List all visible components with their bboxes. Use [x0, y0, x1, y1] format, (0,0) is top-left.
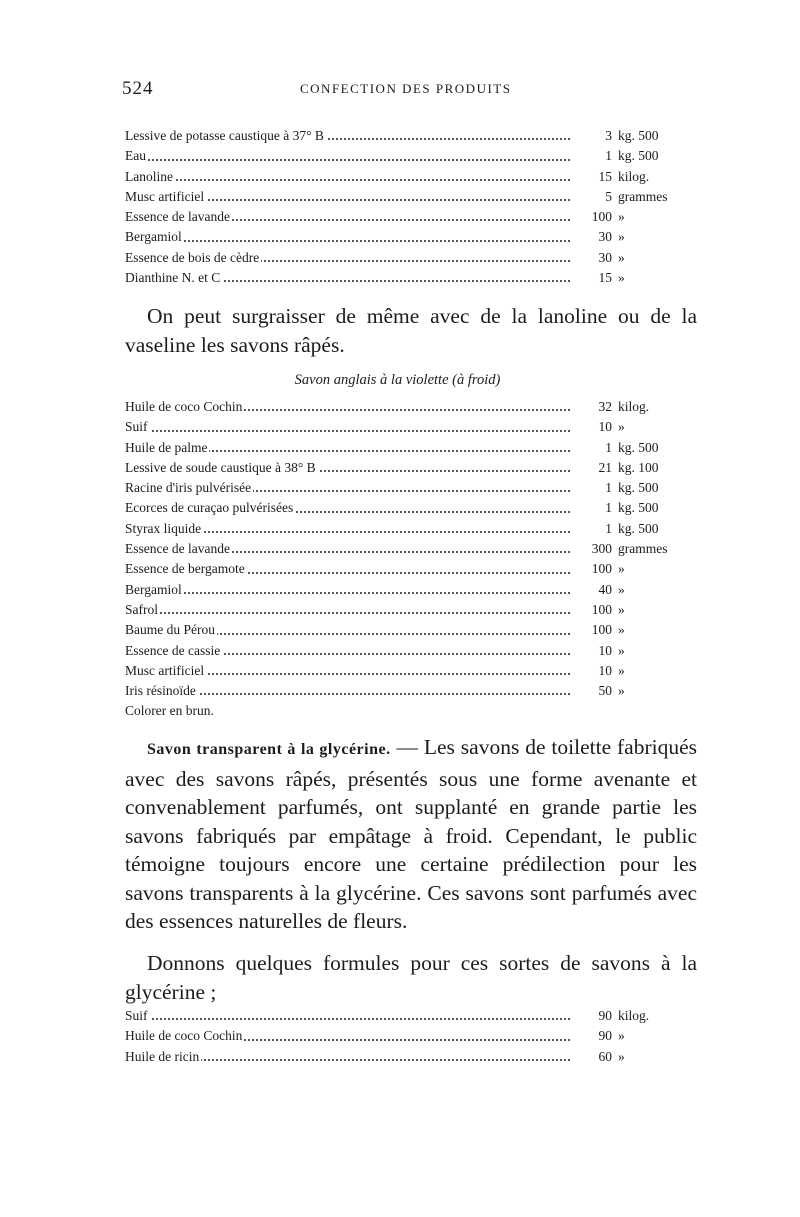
- ingredient-name: Eau: [125, 148, 146, 164]
- body-paragraph: On peut surgraisser de même avec de la lanoline ou de la vaseline les savons râpés.: [125, 304, 697, 357]
- ingredient-quantity: 1: [605, 439, 612, 455]
- formula-row: [125, 478, 670, 498]
- ingredient-name: Ecorces de curaçao pulvérisées: [125, 500, 294, 516]
- ingredient-quantity: 32: [598, 399, 612, 414]
- ingredient-name: Bergamiol: [125, 229, 182, 245]
- ingredient-unit: »: [618, 561, 625, 577]
- formula-row: [125, 438, 670, 458]
- formula-row: [125, 661, 670, 681]
- formula-row: [125, 498, 670, 518]
- ingredient-unit: »: [618, 270, 625, 286]
- ingredient-quantity: 5: [605, 188, 612, 204]
- ingredient-unit: kg. 500: [618, 520, 659, 536]
- formula-row: [125, 580, 670, 600]
- formula-row: [125, 519, 670, 539]
- formula-note-row: [125, 701, 670, 721]
- ingredient-unit: grammes: [618, 541, 668, 557]
- formula-table-2: [125, 397, 670, 722]
- ingredient-unit: kilog.: [618, 168, 650, 184]
- ingredient-name: Iris résinoïde: [125, 683, 196, 699]
- ingredient-name: Racine d'iris pulvérisée: [125, 480, 252, 496]
- ingredient-name: Suif: [125, 419, 148, 435]
- formula-row: [125, 268, 670, 288]
- ingredient-name: Suif: [125, 1008, 148, 1023]
- ingredient-name: Lanoline: [125, 168, 173, 184]
- formula-row: [125, 146, 670, 166]
- section-paragraph: [125, 733, 697, 936]
- formula-row: [125, 458, 670, 478]
- formula-table-3: [125, 1006, 670, 1067]
- ingredient-name: Bergamiol: [125, 581, 182, 597]
- ingredient-unit: »: [618, 209, 625, 225]
- ingredient-unit: »: [618, 229, 625, 245]
- header-title: CONFECTION DES PRODUITS: [300, 81, 512, 96]
- ingredient-quantity: 40: [598, 581, 612, 597]
- ingredient-unit: »: [618, 622, 625, 638]
- ingredient-name: Baume du Pérou: [125, 622, 215, 638]
- ingredient-name: Huile de coco Cochin: [125, 1028, 243, 1044]
- ingredient-quantity: 3: [605, 128, 612, 143]
- ingredient-unit: kg. 500: [618, 148, 659, 164]
- ingredient-quantity: 50: [598, 683, 612, 699]
- page-number: 524: [122, 78, 154, 99]
- formula-row: [125, 641, 670, 661]
- recipe-subheading: Savon anglais à la violette (à froid): [294, 372, 501, 388]
- formula-table-1: [125, 126, 670, 288]
- formula-row: [125, 559, 670, 579]
- ingredient-quantity: 300: [591, 541, 612, 557]
- ingredient-unit: »: [618, 1028, 625, 1044]
- ingredient-quantity: 15: [598, 168, 612, 184]
- ingredient-name: Musc artificiel: [125, 188, 205, 204]
- ingredient-quantity: 100: [591, 622, 612, 638]
- ingredient-name: Essence de lavande: [125, 209, 230, 225]
- ingredient-quantity: 15: [598, 270, 612, 286]
- ingredient-unit: »: [618, 581, 625, 597]
- ingredient-unit: grammes: [618, 188, 668, 204]
- formula-row: [125, 539, 670, 559]
- body-paragraph: Donnons quelques formules pour ces sortes de savons à la glycérine ;: [125, 951, 697, 1004]
- ingredient-quantity: 30: [598, 229, 612, 245]
- ingredient-quantity: 90: [598, 1028, 612, 1044]
- formula-row: [125, 187, 670, 207]
- ingredient-quantity: 100: [591, 601, 612, 617]
- ingredient-quantity: 100: [591, 561, 612, 577]
- formula-row: [125, 681, 670, 701]
- ingredient-unit: »: [618, 419, 625, 435]
- ingredient-name: Dianthine N. et C: [125, 270, 221, 286]
- ingredient-name: Essence de bois de cèdre: [125, 249, 260, 265]
- formula-row: [125, 248, 670, 268]
- ingredient-unit: »: [618, 642, 625, 658]
- ingredient-name: Lessive de potasse caustique à 37° B: [125, 128, 324, 143]
- formula-row: [125, 397, 670, 417]
- ingredient-quantity: 30: [598, 249, 612, 265]
- formula-row: [125, 620, 670, 640]
- ingredient-unit: »: [618, 1048, 625, 1064]
- ingredient-quantity: 100: [591, 209, 612, 225]
- formula-note: Colorer en brun.: [125, 703, 214, 719]
- ingredient-unit: kg. 500: [618, 128, 659, 143]
- ingredient-name: Essence de bergamote: [125, 561, 245, 577]
- ingredient-quantity: 1: [605, 148, 612, 164]
- ingredient-unit: kilog.: [618, 399, 650, 414]
- ingredient-unit: »: [618, 683, 625, 699]
- ingredient-name: Musc artificiel: [125, 662, 205, 678]
- ingredient-unit: kg. 500: [618, 439, 659, 455]
- formula-row: [125, 126, 670, 146]
- ingredient-quantity: 21: [598, 459, 612, 475]
- formula-row: [125, 1006, 670, 1026]
- formula-row: [125, 1026, 670, 1046]
- ingredient-name: Huile de ricin: [125, 1048, 200, 1064]
- ingredient-name: Huile de coco Cochin: [125, 399, 243, 414]
- section-heading: Savon transparent à la glycérine.: [147, 741, 391, 758]
- ingredient-quantity: 1: [605, 480, 612, 496]
- ingredient-quantity: 90: [598, 1008, 612, 1023]
- formula-row: [125, 227, 670, 247]
- ingredient-quantity: 10: [598, 642, 612, 658]
- ingredient-name: Styrax liquide: [125, 520, 202, 536]
- formula-row: [125, 600, 670, 620]
- ingredient-quantity: 10: [598, 419, 612, 435]
- ingredient-unit: »: [618, 601, 625, 617]
- ingredient-quantity: 1: [605, 500, 612, 516]
- ingredient-unit: kg. 500: [618, 480, 659, 496]
- ingredient-name: Huile de palme: [125, 439, 208, 455]
- ingredient-quantity: 60: [598, 1048, 612, 1064]
- section-body: Les savons de toilette fabriqués avec des savons râpés, présentés sous une forme avenante et convenablement parfumés, ont supplanté en grande partie les savons fabriqués par empâtage à froid. Cependant, le public témoigne toujours encore une certaine prédilection pour les savons transparents à la glycérine. Ces savons sont parfumés avec des essences naturelles de fleurs.: [125, 735, 697, 933]
- ingredient-quantity: 1: [605, 520, 612, 536]
- ingredient-unit: »: [618, 249, 625, 265]
- ingredient-name: Safrol: [125, 601, 158, 617]
- ingredient-name: Essence de lavande: [125, 541, 230, 557]
- ingredient-unit: kg. 500: [618, 500, 659, 516]
- ingredient-unit: kg. 100: [618, 459, 659, 475]
- formula-row: [125, 207, 670, 227]
- ingredient-name: Lessive de soude caustique à 38° B: [125, 459, 316, 475]
- ingredient-unit: kilog.: [618, 1008, 650, 1023]
- formula-row: [125, 1047, 670, 1067]
- formula-row: [125, 167, 670, 187]
- running-head: [122, 78, 682, 102]
- ingredient-name: Essence de cassie: [125, 642, 221, 658]
- section-dash: —: [390, 735, 424, 759]
- formula-row: [125, 417, 670, 437]
- ingredient-quantity: 10: [598, 662, 612, 678]
- ingredient-unit: »: [618, 662, 625, 678]
